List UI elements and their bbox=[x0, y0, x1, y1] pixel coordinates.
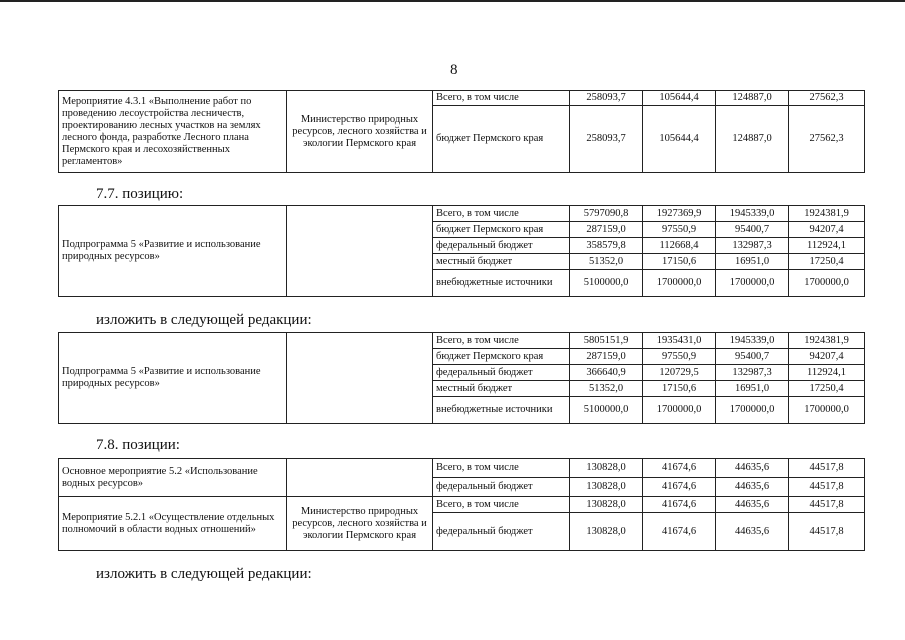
amount-year-3: 44517,8 bbox=[789, 513, 865, 551]
amount-total: 358579,8 bbox=[570, 238, 643, 254]
amount-year-1: 41674,6 bbox=[643, 497, 716, 513]
amount-year-2: 95400,7 bbox=[716, 349, 789, 365]
amount-year-1: 1935431,0 bbox=[643, 333, 716, 349]
amount-year-2: 124887,0 bbox=[716, 106, 789, 173]
funding-source: бюджет Пермского края bbox=[433, 222, 570, 238]
funding-source: Всего, в том числе bbox=[433, 497, 570, 513]
table-water-resources bbox=[58, 458, 865, 551]
funding-source: местный бюджет bbox=[433, 381, 570, 397]
amount-year-1: 1927369,9 bbox=[643, 206, 716, 222]
amount-year-3: 1700000,0 bbox=[789, 397, 865, 424]
amount-year-2: 124887,0 bbox=[716, 91, 789, 106]
amount-year-2: 1945339,0 bbox=[716, 206, 789, 222]
funding-source: Всего, в том числе bbox=[433, 206, 570, 222]
measure-description: Мероприятие 4.3.1 «Выполнение работ по проведению лесоустройства лесничеств, проектированию лесных участков на землях лесного фонда, разработке Лесного плана Пермского края и лесохозяйственных регламентов» bbox=[59, 91, 287, 173]
subprogram-description: Подпрограмма 5 «Развитие и использование природных ресурсов» bbox=[59, 206, 287, 297]
amount-year-3: 1924381,9 bbox=[789, 206, 865, 222]
amount-year-1: 97550,9 bbox=[643, 349, 716, 365]
amount-year-3: 17250,4 bbox=[789, 254, 865, 270]
amount-total: 366640,9 bbox=[570, 365, 643, 381]
table-subprogram-5-new bbox=[58, 332, 865, 424]
amount-year-2: 16951,0 bbox=[716, 381, 789, 397]
table-measure-4-3-1 bbox=[58, 90, 865, 173]
amount-year-2: 44635,6 bbox=[716, 513, 789, 551]
amount-total: 5100000,0 bbox=[570, 270, 643, 297]
amount-total: 258093,7 bbox=[570, 106, 643, 173]
funding-source: бюджет Пермского края bbox=[433, 349, 570, 365]
amount-year-3: 1924381,9 bbox=[789, 333, 865, 349]
amount-year-1: 41674,6 bbox=[643, 478, 716, 497]
amount-total: 5797090,8 bbox=[570, 206, 643, 222]
amount-total: 5100000,0 bbox=[570, 397, 643, 424]
amount-total: 258093,7 bbox=[570, 91, 643, 106]
amount-total: 287159,0 bbox=[570, 349, 643, 365]
amount-year-1: 105644,4 bbox=[643, 106, 716, 173]
funding-source: местный бюджет bbox=[433, 254, 570, 270]
subprogram-description: Подпрограмма 5 «Развитие и использование природных ресурсов» bbox=[59, 333, 287, 424]
amount-year-2: 44635,6 bbox=[716, 478, 789, 497]
amount-year-3: 94207,4 bbox=[789, 222, 865, 238]
amount-year-3: 27562,3 bbox=[789, 106, 865, 173]
amount-year-3: 44517,8 bbox=[789, 497, 865, 513]
funding-source: федеральный бюджет bbox=[433, 478, 570, 497]
responsible-executor bbox=[287, 459, 433, 497]
responsible-executor: Министерство природных ресурсов, лесного хозяйства и экологии Пермского края bbox=[287, 91, 433, 173]
amount-year-1: 97550,9 bbox=[643, 222, 716, 238]
funding-source: внебюджетные источники bbox=[433, 270, 570, 297]
amount-year-2: 95400,7 bbox=[716, 222, 789, 238]
main-measure-description: Основное мероприятие 5.2 «Использование водных ресурсов» bbox=[59, 459, 287, 497]
amount-year-3: 112924,1 bbox=[789, 238, 865, 254]
funding-source: федеральный бюджет bbox=[433, 365, 570, 381]
amount-total: 51352,0 bbox=[570, 381, 643, 397]
funding-source: Всего, в том числе bbox=[433, 91, 570, 106]
amount-year-2: 1700000,0 bbox=[716, 397, 789, 424]
amount-total: 51352,0 bbox=[570, 254, 643, 270]
responsible-executor bbox=[287, 333, 433, 424]
measure-description: Мероприятие 5.2.1 «Осуществление отдельных полномочий в области водных отношений» bbox=[59, 497, 287, 551]
amount-total: 130828,0 bbox=[570, 513, 643, 551]
funding-source: федеральный бюджет bbox=[433, 238, 570, 254]
amount-year-1: 41674,6 bbox=[643, 459, 716, 478]
amount-year-2: 132987,3 bbox=[716, 238, 789, 254]
page-top-edge-line bbox=[0, 0, 905, 2]
page-number: 8 bbox=[450, 62, 458, 78]
amount-year-3: 44517,8 bbox=[789, 478, 865, 497]
amount-year-2: 1945339,0 bbox=[716, 333, 789, 349]
amount-year-2: 44635,6 bbox=[716, 459, 789, 478]
amount-year-3: 17250,4 bbox=[789, 381, 865, 397]
amount-year-1: 41674,6 bbox=[643, 513, 716, 551]
table-subprogram-5-current bbox=[58, 205, 865, 297]
amount-total: 130828,0 bbox=[570, 478, 643, 497]
responsible-executor: Министерство природных ресурсов, лесного хозяйства и экологии Пермского края bbox=[287, 497, 433, 551]
section-heading-7-8: 7.8. позиции: bbox=[96, 437, 180, 453]
amount-year-1: 17150,6 bbox=[643, 254, 716, 270]
amount-year-1: 1700000,0 bbox=[643, 270, 716, 297]
amount-total: 130828,0 bbox=[570, 497, 643, 513]
funding-source: Всего, в том числе bbox=[433, 333, 570, 349]
amount-year-1: 112668,4 bbox=[643, 238, 716, 254]
amount-year-3: 44517,8 bbox=[789, 459, 865, 478]
amount-year-3: 1700000,0 bbox=[789, 270, 865, 297]
section-heading-new-edition-1: изложить в следующей редакции: bbox=[96, 312, 312, 328]
section-heading-7-7: 7.7. позицию: bbox=[96, 186, 184, 202]
amount-year-1: 105644,4 bbox=[643, 91, 716, 106]
funding-source: Всего, в том числе bbox=[433, 459, 570, 478]
amount-year-1: 17150,6 bbox=[643, 381, 716, 397]
amount-year-3: 94207,4 bbox=[789, 349, 865, 365]
amount-year-2: 16951,0 bbox=[716, 254, 789, 270]
funding-source: внебюджетные источники bbox=[433, 397, 570, 424]
amount-year-1: 120729,5 bbox=[643, 365, 716, 381]
amount-year-3: 112924,1 bbox=[789, 365, 865, 381]
amount-year-1: 1700000,0 bbox=[643, 397, 716, 424]
amount-year-2: 44635,6 bbox=[716, 497, 789, 513]
amount-year-2: 132987,3 bbox=[716, 365, 789, 381]
amount-year-3: 27562,3 bbox=[789, 91, 865, 106]
funding-source: федеральный бюджет bbox=[433, 513, 570, 551]
amount-year-2: 1700000,0 bbox=[716, 270, 789, 297]
amount-total: 5805151,9 bbox=[570, 333, 643, 349]
responsible-executor bbox=[287, 206, 433, 297]
section-heading-new-edition-2: изложить в следующей редакции: bbox=[96, 566, 312, 582]
funding-source: бюджет Пермского края bbox=[433, 106, 570, 173]
amount-total: 130828,0 bbox=[570, 459, 643, 478]
amount-total: 287159,0 bbox=[570, 222, 643, 238]
